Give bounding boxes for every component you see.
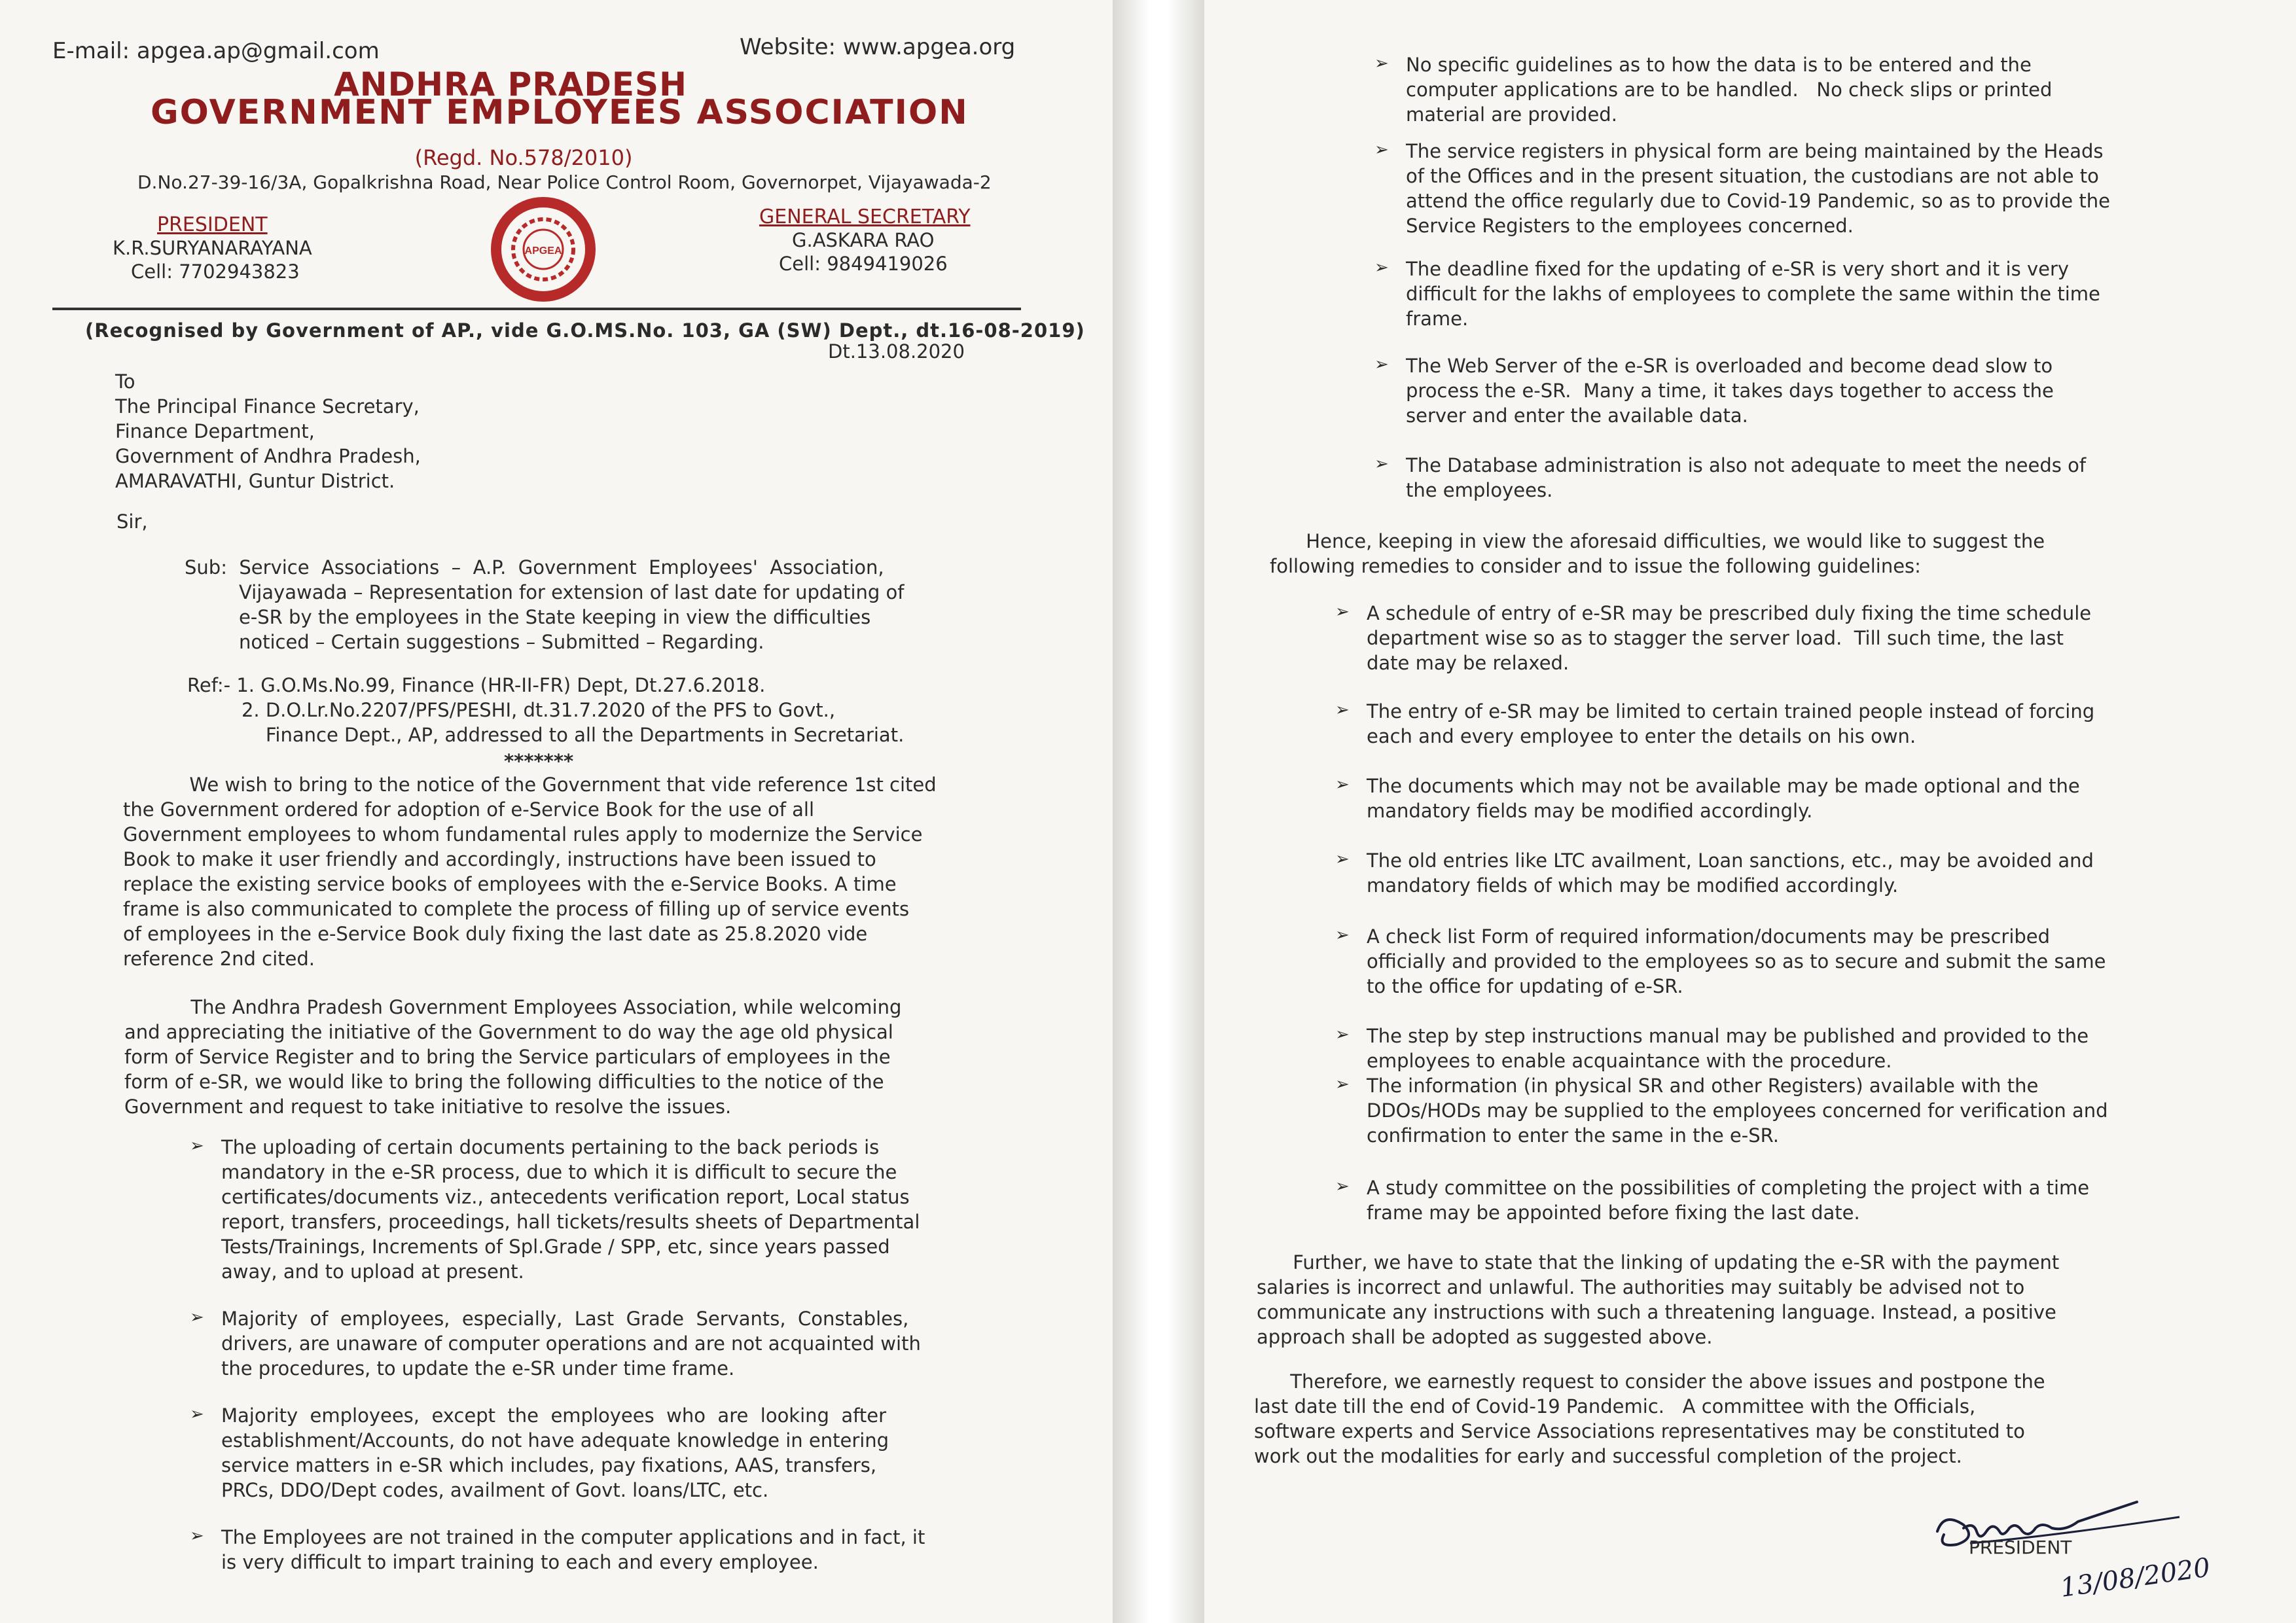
arrow-bullet-icon: ➢ xyxy=(1335,1025,1350,1044)
general-secretary-title: GENERAL SECRETARY xyxy=(759,205,971,228)
suggestion-text: The entry of e-SR may be limited to certain trained people instead of forcing each and every employee to enter the details on his own. xyxy=(1367,700,2095,747)
difficulty-text: Majority employees, except the employees who are looking after establishment/Accounts, do not have adequate knowledge in entering service matters in e-SR which includes, pay fixations, AAS, transfers, PRCs, DDO/Dept codes, availment of Govt. loans/LTC, etc. xyxy=(221,1404,889,1501)
subject: Sub: Service Associations – A.P. Government Employees' Association, Vijayawada – Representation for extension of last date for updating of e-SR by the employees in the State keeping in view the difficulties noticed – Certain suggestions – Submitted – Regarding. xyxy=(185,556,905,653)
president-title: PRESIDENT xyxy=(157,213,268,236)
arrow-bullet-icon: ➢ xyxy=(1374,54,1389,73)
page-gutter xyxy=(1113,0,1204,1623)
difficulty-text: The service registers in physical form are being maintained by the Heads of the Offices and in the present situation, the custodians are not able to attend the office regularly due to Covid-19 Pandemic, so as to provide the Service Registers to the employees concerned. xyxy=(1406,140,2110,237)
registration-number: (Regd. No.578/2010) xyxy=(414,145,633,170)
arrow-bullet-icon: ➢ xyxy=(1335,775,1350,794)
arrow-bullet-icon: ➢ xyxy=(1374,140,1389,160)
separator-stars: ******* xyxy=(504,750,574,772)
signature-date: 13/08/2020 xyxy=(2058,1552,2212,1603)
arrow-bullet-icon: ➢ xyxy=(190,1404,204,1424)
letterhead-divider xyxy=(52,308,1021,310)
arrow-bullet-icon: ➢ xyxy=(190,1526,204,1546)
general-secretary-name: G.ASKARA RAO xyxy=(792,229,935,251)
org-address: D.No.27-39-16/3A, Gopalkrishna Road, Near Police Control Room, Governorpet, Vijayawada-2 xyxy=(137,171,992,193)
difficulty-text: The uploading of certain documents pertaining to the back periods is mandatory in the e-SR process, due to which it is difficult to secure the certificates/documents viz., antecedents verification report, Local status report, transfers, proceedings, hall tickets/results sheets of Departmental Tests/Trainings, Increments of Spl.Grade / SPP, etc, since years passed away, and to upload at present. xyxy=(221,1136,920,1283)
suggestion-text: The old entries like LTC availment, Loan sanctions, etc., may be avoided and mandatory fields of which may be modified accordingly. xyxy=(1367,849,2094,897)
suggestion-text: A study committee on the possibilities of completing the project with a time frame may be appointed before fixing the last date. xyxy=(1367,1177,2090,1224)
suggestion-text: The information (in physical SR and other Registers) available with the DDOs/HODs may be supplied to the employees concerned for verification and confirmation to enter the same in the e-SR. xyxy=(1367,1075,2108,1147)
difficulty-text: No specific guidelines as to how the data is to be entered and the computer applications are to be handled. No check slips or printed material are provided. xyxy=(1406,54,2053,126)
arrow-bullet-icon: ➢ xyxy=(1374,355,1389,374)
president-cell: Cell: 7702943823 xyxy=(131,260,300,283)
references: Ref:- 1. G.O.Ms.No.99, Finance (HR-II-FR) Dept, Dt.27.6.2018. 2. D.O.Lr.No.2207/PFS/PESHI, dt.31.7.2020 of the PFS to Govt., Finance Dept., AP, addressed to all the Departments in Secretariat. xyxy=(187,674,905,746)
difficulty-text: The Web Server of the e-SR is overloaded and become dead slow to process the e-SR. Many a time, it takes days together to access the server and enter the available data. xyxy=(1406,355,2054,427)
paragraph-therefore: Therefore, we earnestly request to consider the above issues and postpone the last date till the end of Covid-19 Pandemic. A committee with the Officials, software experts and Service Associations representatives may be constituted to work out the modalities for early and successful completion of the project. xyxy=(1254,1370,2045,1467)
general-secretary-cell: Cell: 9849419026 xyxy=(779,253,948,275)
president-name: K.R.SURYANARAYANA xyxy=(113,237,312,259)
arrow-bullet-icon: ➢ xyxy=(1335,1177,1350,1196)
difficulty-text: The deadline fixed for the updating of e-SR is very short and it is very difficult for the lakhs of employees to complete the same within the time frame. xyxy=(1406,258,2100,330)
signature-title: PRESIDENT xyxy=(1969,1537,2072,1558)
recognition-line: (Recognised by Government of AP., vide G.O.MS.No. 103, GA (SW) Dept., dt.16-08-2019) xyxy=(85,319,1085,342)
difficulty-text: The Employees are not trained in the computer applications and in fact, it is very difficult to impart training to each and every employee. xyxy=(221,1526,925,1573)
emblem-label: APGEA xyxy=(524,245,562,257)
letter-date: Dt.13.08.2020 xyxy=(828,340,965,363)
recipient-address: To The Principal Finance Secretary, Finance Department, Government of Andhra Pradesh, AMARAVATHI, Guntur District. xyxy=(115,370,421,492)
arrow-bullet-icon: ➢ xyxy=(1335,925,1350,945)
arrow-bullet-icon: ➢ xyxy=(1335,849,1350,869)
paragraph-intro: We wish to bring to the notice of the Government that vide reference 1st cited the Government ordered for adoption of e-Service Book for the use of all Government employees to whom fundamental rules apply to modernize the Service Book to make it user friendly and accordingly, instructions have been issued to replace the existing service books of employees with the e-Service Books. A time frame is also communicated to complete the process of filling up of service events of employees in the e-Service Book duly fixing the last date as 25.8.2020 vide reference 2nd cited. xyxy=(123,774,937,970)
arrow-bullet-icon: ➢ xyxy=(1374,454,1389,474)
paragraph-association: The Andhra Pradesh Government Employees Association, while welcoming and appreciating the initiative of the Government to do way the age old physical form of Service Register and to bring the Service particulars of employees in the form of e-SR, we would like to bring the following difficulties to the notice of the Government and request to take initiative to resolve the issues. xyxy=(124,996,902,1118)
website-text: Website: www.apgea.org xyxy=(740,34,1016,60)
suggestion-text: The documents which may not be available may be made optional and the mandatory fields may be modified accordingly. xyxy=(1367,775,2080,822)
paragraph-further: Further, we have to state that the linking of updating the e-SR with the payment salaries is incorrect and unlawful. The authorities may suitably be advised not to communicate any instructions with such a threatening language. Instead, a positive approach shall be adopted as suggested above. xyxy=(1257,1251,2060,1348)
difficulty-text: Majority of employees, especially, Last Grade Servants, Constables, drivers, are unaware of computer operations and are not acquainted with the procedures, to update the e-SR under time frame. xyxy=(221,1308,921,1380)
org-title-line1: ANDHRA PRADESH xyxy=(334,65,687,103)
email-text: E-mail: apgea.ap@gmail.com xyxy=(52,38,380,64)
arrow-bullet-icon: ➢ xyxy=(1335,1075,1350,1094)
arrow-bullet-icon: ➢ xyxy=(190,1308,204,1327)
arrow-bullet-icon: ➢ xyxy=(1374,258,1389,277)
arrow-bullet-icon: ➢ xyxy=(1335,602,1350,622)
suggestion-text: The step by step instructions manual may be published and provided to the employees to enable acquaintance with the procedure. xyxy=(1367,1025,2089,1072)
association-emblem-icon xyxy=(488,194,599,305)
suggestion-text: A check list Form of required information/documents may be prescribed officially and provided to the employees so as to secure and submit the same to the office for updating of e-SR. xyxy=(1367,925,2106,997)
org-title-line2: GOVERNMENT EMPLOYEES ASSOCIATION xyxy=(151,93,969,132)
paragraph-hence: Hence, keeping in view the aforesaid difficulties, we would like to suggest the following remedies to consider and to issue the following guidelines: xyxy=(1270,530,2045,577)
salutation: Sir, xyxy=(117,510,148,533)
arrow-bullet-icon: ➢ xyxy=(190,1136,204,1156)
difficulty-text: The Database administration is also not adequate to meet the needs of the employees. xyxy=(1406,454,2087,501)
suggestion-text: A schedule of entry of e-SR may be prescribed duly fixing the time schedule department wise so as to stagger the server load. Till such time, the last date may be relaxed. xyxy=(1367,602,2092,674)
arrow-bullet-icon: ➢ xyxy=(1335,700,1350,720)
